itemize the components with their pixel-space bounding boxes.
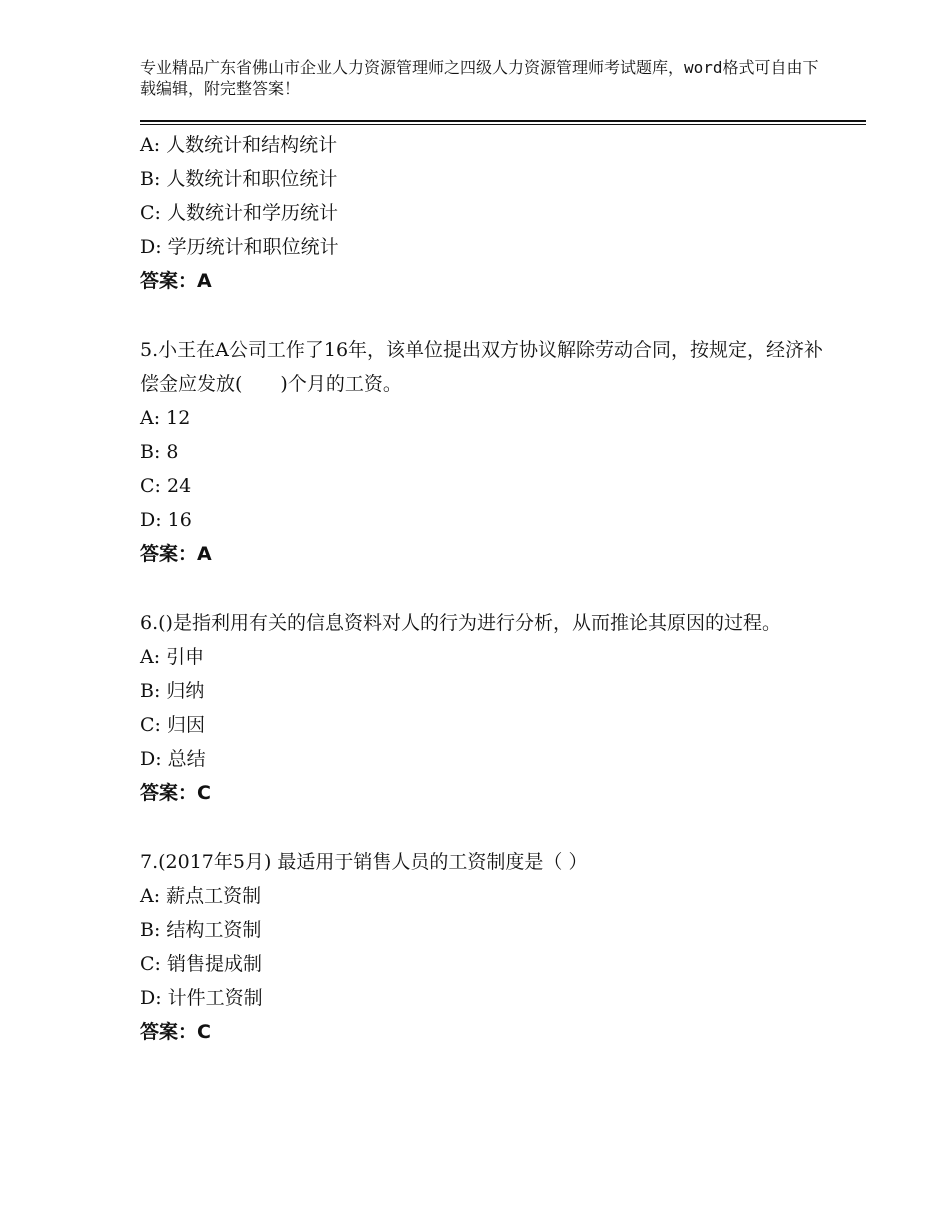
answer-line: 答案：C [140,1021,211,1043]
option-a: A: 引申 [140,646,205,668]
question-5 [140,333,840,571]
header-rule-thin [140,124,866,125]
option-b: B: 人数统计和职位统计 [140,168,338,190]
document-header: 专业精品广东省佛山市企业人力资源管理师之四级人力资源管理师考试题库，word格式可自由下载编辑，附完整答案！ [140,58,819,98]
option-c: C: 24 [140,475,192,497]
question-7 [140,845,840,1049]
option-a: A: 薪点工资制 [140,885,262,907]
option-d: D: 计件工资制 [140,987,263,1009]
option-d: D: 16 [140,509,192,531]
answer-line: 答案：A [140,543,212,565]
option-c: C: 归因 [140,714,205,736]
option-b: B: 结构工资制 [140,919,262,941]
option-d: D: 学历统计和职位统计 [140,236,339,258]
question-text: 6.()是指利用有关的信息资料对人的行为进行分析，从而推论其原因的过程。 [140,612,781,634]
header-rule-thick [140,120,866,122]
option-d: D: 总结 [140,748,206,770]
answer-line: 答案：C [140,782,211,804]
option-b: B: 归纳 [140,680,205,702]
option-c: C: 销售提成制 [140,953,262,975]
option-b: B: 8 [140,441,179,463]
answer-line: 答案：A [140,270,212,292]
document-body [140,128,840,1049]
option-a: A: 人数统计和结构统计 [140,134,338,156]
question-text: 5.小王在A公司工作了16年，该单位提出双方协议解除劳动合同，按规定，经济补偿金应发放( )个月的工资。 [140,339,824,395]
question-6 [140,606,840,810]
question-text: 7.(2017年5月) 最适用于销售人员的工资制度是（ ） [140,851,588,873]
option-c: C: 人数统计和学历统计 [140,202,338,224]
option-a: A: 12 [140,407,191,429]
question-fragment [140,128,840,298]
